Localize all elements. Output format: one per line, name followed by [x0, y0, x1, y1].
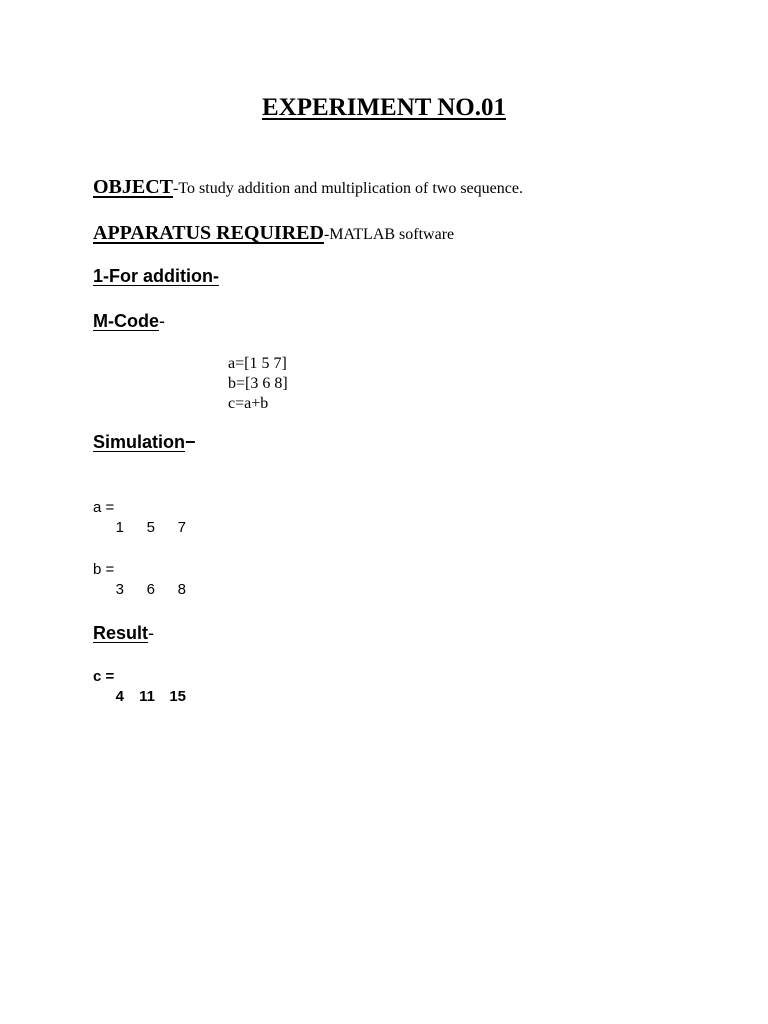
sim-a-label: a = — [93, 499, 115, 516]
object-label: OBJECT — [93, 176, 174, 198]
apparatus-text: -MATLAB software — [323, 226, 455, 243]
sim-b-block — [93, 560, 186, 600]
sim-a-value: 5 — [146, 519, 155, 536]
sim-a-block — [93, 498, 186, 538]
code-block — [228, 354, 288, 414]
mcode-heading — [93, 311, 165, 332]
result-c-value: 15 — [169, 688, 186, 705]
sim-a-value: 7 — [177, 519, 186, 536]
sim-b-value: 6 — [146, 581, 155, 598]
sim-b-value: 3 — [115, 581, 124, 598]
apparatus-line — [93, 222, 454, 245]
result-heading — [93, 623, 154, 644]
sim-a-values — [93, 518, 186, 538]
mcode-label: M-Code — [93, 311, 159, 331]
result-c-value: 11 — [139, 688, 155, 705]
code-line: a=[1 5 7] — [228, 355, 287, 372]
section-heading-addition-text: 1-For addition- — [93, 266, 219, 286]
section-heading-addition — [93, 266, 219, 287]
simulation-label: Simulation — [93, 432, 186, 452]
result-c-values — [93, 687, 186, 707]
simulation-suffix: − — [185, 432, 196, 452]
result-c-value: 4 — [115, 688, 124, 705]
result-suffix: - — [148, 623, 155, 643]
page-title: EXPERIMENT NO.01 — [261, 94, 506, 121]
object-text: -To study addition and multiplication of two sequence. — [173, 180, 523, 197]
sim-b-label: b = — [93, 561, 115, 578]
apparatus-label: APPARATUS REQUIRED — [93, 222, 324, 244]
simulation-heading — [93, 432, 196, 453]
result-c-label: c = — [93, 668, 115, 685]
object-line — [93, 176, 523, 199]
sim-b-values — [93, 580, 186, 600]
code-line: c=a+b — [228, 395, 269, 412]
result-c-block — [93, 667, 186, 707]
result-label: Result — [93, 623, 149, 643]
sim-b-value: 8 — [177, 581, 186, 598]
sim-a-value: 1 — [115, 519, 124, 536]
mcode-suffix: - — [159, 311, 165, 331]
code-line: b=[3 6 8] — [228, 375, 288, 392]
